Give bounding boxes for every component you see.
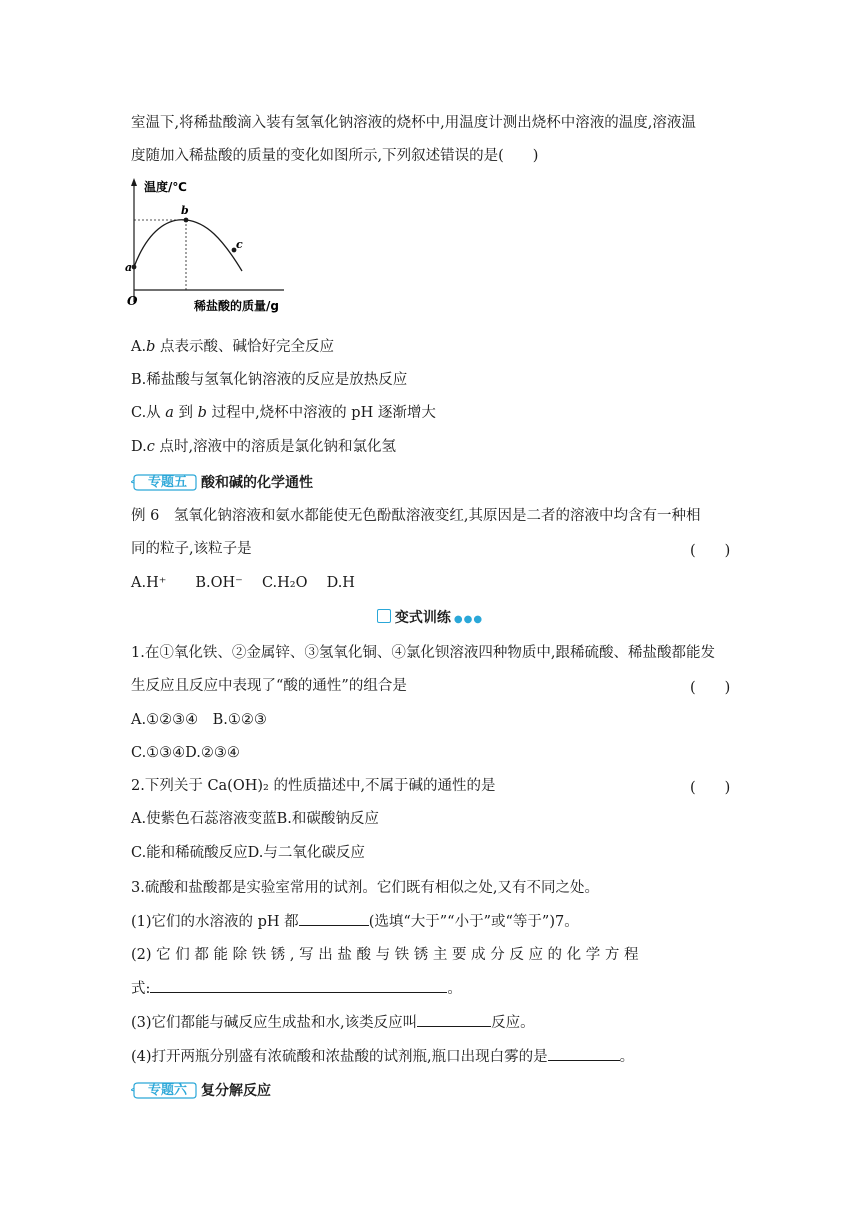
topic6-badge (131, 1082, 197, 1099)
x-axis-label: 稀盐酸的质量/g (194, 299, 279, 313)
q3-part4-blank[interactable] (548, 1046, 620, 1061)
topic6-badge-label: 专题六 (148, 1082, 188, 1098)
option-b: B.稀盐酸与氢氧化钠溶液的反应是放热反应 (131, 372, 408, 388)
example6-line1: 例 6 氢氧化钠溶液和氨水都能使无色酚酞溶液变红,其原因是二者的溶液中均含有一种相 (131, 508, 701, 524)
example6-answer-paren: ( ) (690, 543, 731, 559)
q1-options-line1: A.①②③④ B.①②③ (131, 712, 267, 728)
q3-part1: (1)它们的水溶液的 pH 都 (选填“大于”“小于”或“等于”)7。 (131, 911, 579, 932)
temperature-chart (124, 178, 304, 320)
q2-stem: 2.下列关于 Ca(OH)₂ 的性质描述中,不属于碱的通性的是 (131, 778, 496, 794)
q3-part2-line1: (2) 它 们 都 能 除 铁 锈 , 写 出 盐 酸 与 铁 锈 主 要 成 分 反 应 的 化 学 方 程 (131, 947, 639, 963)
option-d: D.c 点时,溶液中的溶质是氯化钠和氯化氢 (131, 439, 397, 455)
q2-options-line1: A.使紫色石蕊溶液变蓝B.和碳酸钠反应 (131, 811, 379, 827)
point-b (184, 218, 189, 223)
topic5-header (131, 472, 313, 492)
q3-part4: (4)打开两瓶分别盛有浓硫酸和浓盐酸的试剂瓶,瓶口出现白雾的是 。 (131, 1046, 634, 1067)
q3-part1-blank[interactable] (299, 911, 369, 926)
series-curve (134, 220, 242, 271)
origin-label: O (127, 294, 138, 308)
q2-options-line2: C.能和稀硫酸反应D.与二氧化碳反应 (131, 845, 365, 861)
practice-title (0, 607, 860, 627)
question-intro-line2: 度随加入稀盐酸的质量的变化如图所示,下列叙述错误的是( ) (131, 148, 539, 164)
q1-options-line2: C.①③④D.②③④ (131, 745, 240, 761)
q3-part3-blank[interactable] (417, 1012, 491, 1027)
dots-decoration-icon: ●●● (453, 614, 484, 625)
q3-stem: 3.硫酸和盐酸都是实验室常用的试剂。它们既有相似之处,又有不同之处。 (131, 880, 599, 896)
practice-title-label: 变式训练 (394, 610, 451, 626)
q2-answer-paren: ( ) (690, 780, 731, 796)
point-label-b: b (181, 204, 189, 217)
point-label-c: c (236, 238, 243, 251)
topic5-badge-label: 专题五 (148, 474, 188, 490)
topic6-title: 复分解反应 (201, 1083, 271, 1099)
y-axis-arrow (131, 178, 137, 186)
q1-line2: 生反应且反应中表现了“酸的通性”的组合是 (131, 678, 407, 694)
option-c: C.从 a 到 b 过程中,烧杯中溶液的 pH 逐渐增大 (131, 405, 436, 421)
topic5-title: 酸和碱的化学通性 (201, 475, 313, 491)
q1-line1: 1.在①氧化铁、②金属锌、③氢氧化铜、④氯化钡溶液四种物质中,跟稀硫酸、稀盐酸都能发 (131, 645, 715, 661)
q3-part2-blank[interactable] (150, 978, 447, 993)
option-a: A.b 点表示酸、碱恰好完全反应 (131, 339, 334, 355)
question-intro-line1: 室温下,将稀盐酸滴入装有氢氧化钠溶液的烧杯中,用温度计测出烧杯中溶液的温度,溶液温 (131, 115, 696, 131)
example6-line2: 同的粒子,该粒子是 (131, 541, 252, 557)
pencil-note-icon (377, 609, 391, 623)
q3-part2-line2: 式: 。 (131, 978, 462, 999)
y-axis-label: 温度/℃ (144, 180, 187, 194)
point-a (132, 265, 137, 270)
q1-answer-paren: ( ) (690, 680, 731, 696)
topic6-header (131, 1080, 271, 1100)
topic5-badge (131, 474, 197, 491)
point-label-a: a (125, 261, 133, 274)
q3-part3: (3)它们都能与碱反应生成盐和水,该类反应叫 反应。 (131, 1012, 535, 1033)
example6-options: A.H⁺ B.OH⁻ C.H₂O D.H (131, 575, 355, 591)
